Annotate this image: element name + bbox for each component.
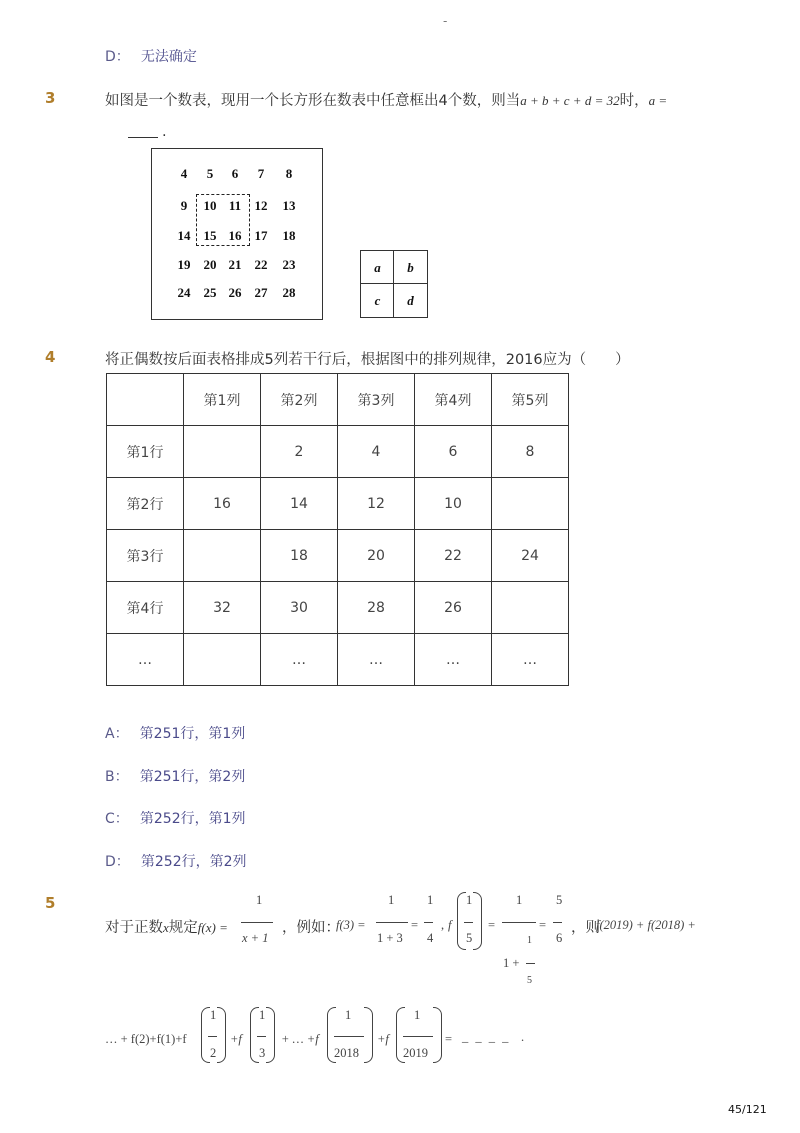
- table-cell: …: [338, 634, 415, 686]
- frac7-bar: [208, 1036, 217, 1037]
- paren-right-4: [364, 1007, 373, 1063]
- frac6-num: 5: [556, 893, 563, 907]
- q3-text-mid: 时，: [619, 93, 649, 109]
- grid-number: 6: [231, 166, 239, 181]
- q5-var-x: x: [163, 920, 169, 935]
- frac1-num: 1: [256, 893, 263, 907]
- eq-sign-2: =: [488, 918, 496, 932]
- table-cell: 第3行: [107, 530, 184, 582]
- dashed-selection-box: [196, 194, 250, 246]
- q5-period: .: [521, 1030, 525, 1044]
- frac4-den: 5: [466, 931, 473, 945]
- cell-a: a: [374, 260, 381, 275]
- table-cell: 24: [492, 530, 569, 582]
- paren-left-2: [201, 1007, 210, 1063]
- table-cell: 8: [492, 426, 569, 478]
- frac4-num: 1: [466, 893, 473, 907]
- grid-number: 11: [228, 198, 242, 213]
- frac9-num: 1: [345, 1008, 352, 1022]
- frac4-bar: [464, 922, 473, 923]
- table-cell: 第1列: [184, 374, 261, 426]
- table-cell: [184, 634, 261, 686]
- frac2-bar: [376, 922, 408, 923]
- grid-number: 9: [180, 198, 188, 213]
- table-cell: 10: [415, 478, 492, 530]
- q3-answer-var: a =: [648, 93, 668, 108]
- q4-stem: 将正偶数按后面表格排成5列若干行后，根据图中的排列规律，2016应为（ ）: [105, 352, 630, 368]
- table-cell: 18: [261, 530, 338, 582]
- frac8-num: 1: [259, 1008, 266, 1022]
- q5-answer-blank[interactable]: _ _ _ _: [462, 1030, 511, 1044]
- frac1-den: x + 1: [242, 931, 269, 945]
- frac5-inner-num: 1: [527, 935, 532, 946]
- frac6-bar: [553, 922, 562, 923]
- option-letter: D：: [105, 854, 130, 870]
- frac2-num: 1: [388, 893, 395, 907]
- plus-f-2: +f: [377, 1032, 389, 1046]
- table-cell: …: [415, 634, 492, 686]
- grid-number: 26: [228, 285, 242, 300]
- paren-right-3: [266, 1007, 275, 1063]
- table-cell: 4: [338, 426, 415, 478]
- table-row: [107, 478, 569, 530]
- q3-blank-tail: .: [162, 124, 167, 140]
- table-cell: 12: [338, 478, 415, 530]
- q3-text-pre: 如图是一个数表，现用一个长方形在数表中任意框出4个数，则当: [105, 93, 521, 109]
- frac9-den: 2018: [334, 1046, 359, 1060]
- table-row: [107, 582, 569, 634]
- q5-intro-text: 对于正数: [105, 920, 163, 936]
- table-cell: [184, 426, 261, 478]
- table-cell: [107, 374, 184, 426]
- table-cell: …: [261, 634, 338, 686]
- q5-line2-start: … + f(2)+f(1)+f: [105, 1032, 187, 1046]
- frac7-num: 1: [210, 1008, 217, 1022]
- eq-sign-3: =: [539, 918, 547, 932]
- grid-number: 7: [257, 166, 265, 181]
- frac5-inner-plus: 1 +: [503, 956, 520, 970]
- frac7-den: 2: [210, 1046, 217, 1060]
- q5-sum-start: f(2019) + f(2018) +: [596, 918, 696, 932]
- table-header-row: [107, 374, 569, 426]
- cell-c: c: [374, 293, 381, 308]
- frac1-bar: [241, 922, 273, 923]
- abcd-grid: [360, 250, 428, 318]
- q3-answer-blank[interactable]: [128, 137, 158, 138]
- table-cell: 32: [184, 582, 261, 634]
- grid-number: 14: [177, 228, 191, 243]
- paren-left-1: [457, 892, 466, 950]
- frac2-den: 1 + 3: [377, 931, 403, 945]
- option-text: 无法确定: [140, 49, 197, 65]
- grid-number: 15: [203, 228, 217, 243]
- frac5-inner-bar: [526, 963, 535, 964]
- grid-number: 25: [203, 285, 217, 300]
- q5-example: ，例如：: [282, 920, 340, 936]
- f-letter-1: f: [448, 918, 452, 932]
- frac3-bar: [424, 922, 433, 923]
- question-number-5: 5: [45, 894, 56, 912]
- q3-stem: [105, 89, 667, 110]
- q5-def-word: 规定: [168, 920, 198, 936]
- table-cell: 16: [184, 478, 261, 530]
- grid-number: 24: [177, 285, 191, 300]
- q5-f3: f(3) =: [336, 918, 366, 932]
- grid-number: 12: [254, 198, 268, 213]
- q4-option-b[interactable]: [105, 766, 245, 786]
- table-cell: [492, 478, 569, 530]
- table-cell: 第1行: [107, 426, 184, 478]
- frac3-num: 1: [427, 893, 434, 907]
- q3-equation: a + b + c + d = 32: [520, 93, 620, 108]
- frac5-num: 1: [516, 893, 523, 907]
- option-letter: A：: [105, 726, 129, 742]
- option-letter: C：: [105, 811, 129, 827]
- eq-sign-1: =: [411, 918, 419, 932]
- paren-right-1: [473, 892, 482, 950]
- table-cell: 22: [415, 530, 492, 582]
- q2-option-d[interactable]: [105, 46, 197, 66]
- grid-number: 4: [180, 166, 188, 181]
- table-cell: 14: [261, 478, 338, 530]
- table-cell: 第4列: [415, 374, 492, 426]
- table-cell: 30: [261, 582, 338, 634]
- cell-b: b: [407, 260, 414, 275]
- option-text: 第251行，第1列: [139, 726, 246, 742]
- option-text: 第251行，第2列: [139, 769, 246, 785]
- frac5-bar: [502, 922, 536, 923]
- frac10-den: 2019: [403, 1046, 428, 1060]
- comma-1: ,: [441, 918, 445, 932]
- grid-number: 21: [228, 257, 242, 272]
- paren-right-2: [217, 1007, 226, 1063]
- table-cell: 6: [415, 426, 492, 478]
- table-cell: 26: [415, 582, 492, 634]
- table-cell: 第4行: [107, 582, 184, 634]
- even-number-table: [106, 373, 569, 686]
- frac6-den: 6: [556, 931, 563, 945]
- option-letter: D：: [105, 49, 130, 65]
- table-cell: 第3列: [338, 374, 415, 426]
- question-number-3: 3: [45, 89, 56, 107]
- table-cell: [492, 582, 569, 634]
- question-number-4: 4: [45, 348, 56, 366]
- table-cell: 第5列: [492, 374, 569, 426]
- table-cell: 20: [338, 530, 415, 582]
- eq-sign-4: =: [445, 1032, 453, 1046]
- paren-right-5: [433, 1007, 442, 1063]
- table-cell: 2: [261, 426, 338, 478]
- table-cell: [184, 530, 261, 582]
- header-dash: -: [443, 14, 448, 28]
- option-text: 第252行，第1列: [139, 811, 246, 827]
- q4-option-d[interactable]: [105, 851, 247, 871]
- table-cell: 第2行: [107, 478, 184, 530]
- grid-number: 28: [282, 285, 296, 300]
- grid-number: 19: [177, 257, 191, 272]
- grid-number: 27: [254, 285, 268, 300]
- grid-number: 20: [203, 257, 217, 272]
- paren-left-3: [250, 1007, 259, 1063]
- q5-fx: f(x) =: [197, 920, 228, 935]
- q5-tail1: ，则: [571, 920, 600, 936]
- grid-number: 23: [282, 257, 296, 272]
- frac10-bar: [403, 1036, 433, 1037]
- grid-number: 18: [282, 228, 296, 243]
- grid-number: 5: [206, 166, 214, 181]
- frac5-inner-den: 5: [527, 975, 532, 986]
- frac9-bar: [334, 1036, 364, 1037]
- grid-number: 8: [285, 166, 293, 181]
- table-cell: …: [107, 634, 184, 686]
- frac8-den: 3: [259, 1046, 266, 1060]
- q5-intro: [105, 916, 228, 937]
- grid-number: 13: [282, 198, 296, 213]
- table-row: [107, 530, 569, 582]
- grid-number: 22: [254, 257, 268, 272]
- frac8-bar: [257, 1036, 266, 1037]
- grid-number: 16: [228, 228, 242, 243]
- q4-option-a[interactable]: [105, 723, 245, 743]
- table-row: [107, 426, 569, 478]
- grid-number: 17: [254, 228, 268, 243]
- option-text: 第252行，第2列: [140, 854, 247, 870]
- q4-option-c[interactable]: [105, 808, 246, 828]
- table-cell: 第2列: [261, 374, 338, 426]
- table-cell: 28: [338, 582, 415, 634]
- option-letter: B：: [105, 769, 129, 785]
- cell-d: d: [407, 293, 414, 308]
- table-cell: …: [492, 634, 569, 686]
- grid-number: 10: [203, 198, 217, 213]
- table-row: [107, 634, 569, 686]
- frac10-num: 1: [414, 1008, 421, 1022]
- page-number: 45/121: [728, 1103, 767, 1116]
- dots-plus-f: + … +f: [281, 1032, 319, 1046]
- plus-f-1: +f: [230, 1032, 242, 1046]
- frac3-den: 4: [427, 931, 434, 945]
